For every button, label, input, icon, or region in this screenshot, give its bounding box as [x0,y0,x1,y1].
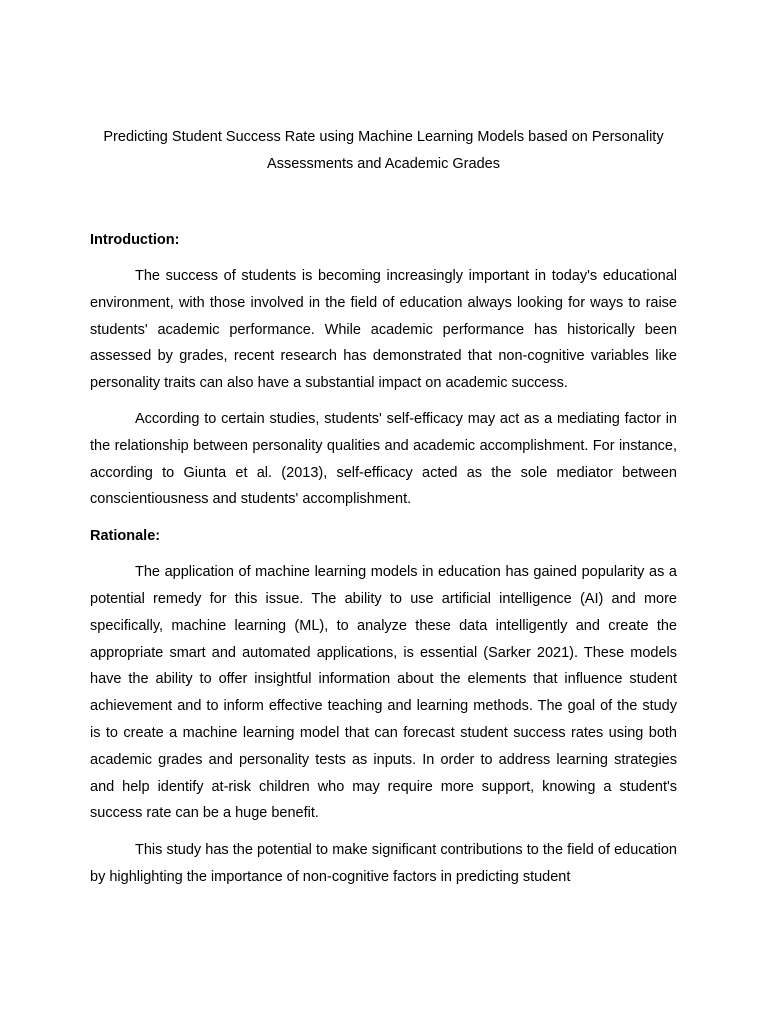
document-title-line-1: Predicting Student Success Rate using Machine Learning Models based on Personality [103,129,664,145]
rationale-paragraph-1: The application of machine learning models in education has gained popularity as a potential remedy for this issue. The ability to use artificial intelligence (AI) and more specifically, machine learning (ML), to analyze these data intelligently and create the appropriate smart and automated applications, is essential (Sarker 2021). These models have the ability to offer insightful information about the elements that influence student achievement and to inform effective teaching and learning methods. The goal of the study is to create a machine learning model that can forecast student success rates using both academic grades and personality tests as inputs. In order to address learning strategies and help identify at-risk children who may require more support, knowing a student's success rate can be a huge benefit. [90,564,677,822]
document-title-line-2: Assessments and Academic Grades [267,156,500,172]
introduction-paragraph-2: According to certain studies, students' self-efficacy may act as a mediating factor in the relationship between personality qualities and academic accomplishment. For instance, according to Giunta et al. (2013), self-efficacy acted as the sole mediator between conscientiousness and students' accomplishment. [90,410,677,508]
introduction-paragraph-1: The success of students is becoming increasingly important in today's educational environment, with those involved in the field of education always looking for ways to raise students' academic performance. While academic performance has historically been assessed by grades, recent research has demonstrated that non-cognitive variables like personality traits can also have a substantial impact on academic success. [90,268,677,392]
document-body [90,124,677,891]
introduction-heading: Introduction: [90,232,180,248]
rationale-heading: Rationale: [90,528,161,545]
document-title [90,124,677,178]
rationale-paragraph-2: This study has the potential to make significant contributions to the field of education by highlighting the importance of non-cognitive factors in predicting student [90,842,677,885]
